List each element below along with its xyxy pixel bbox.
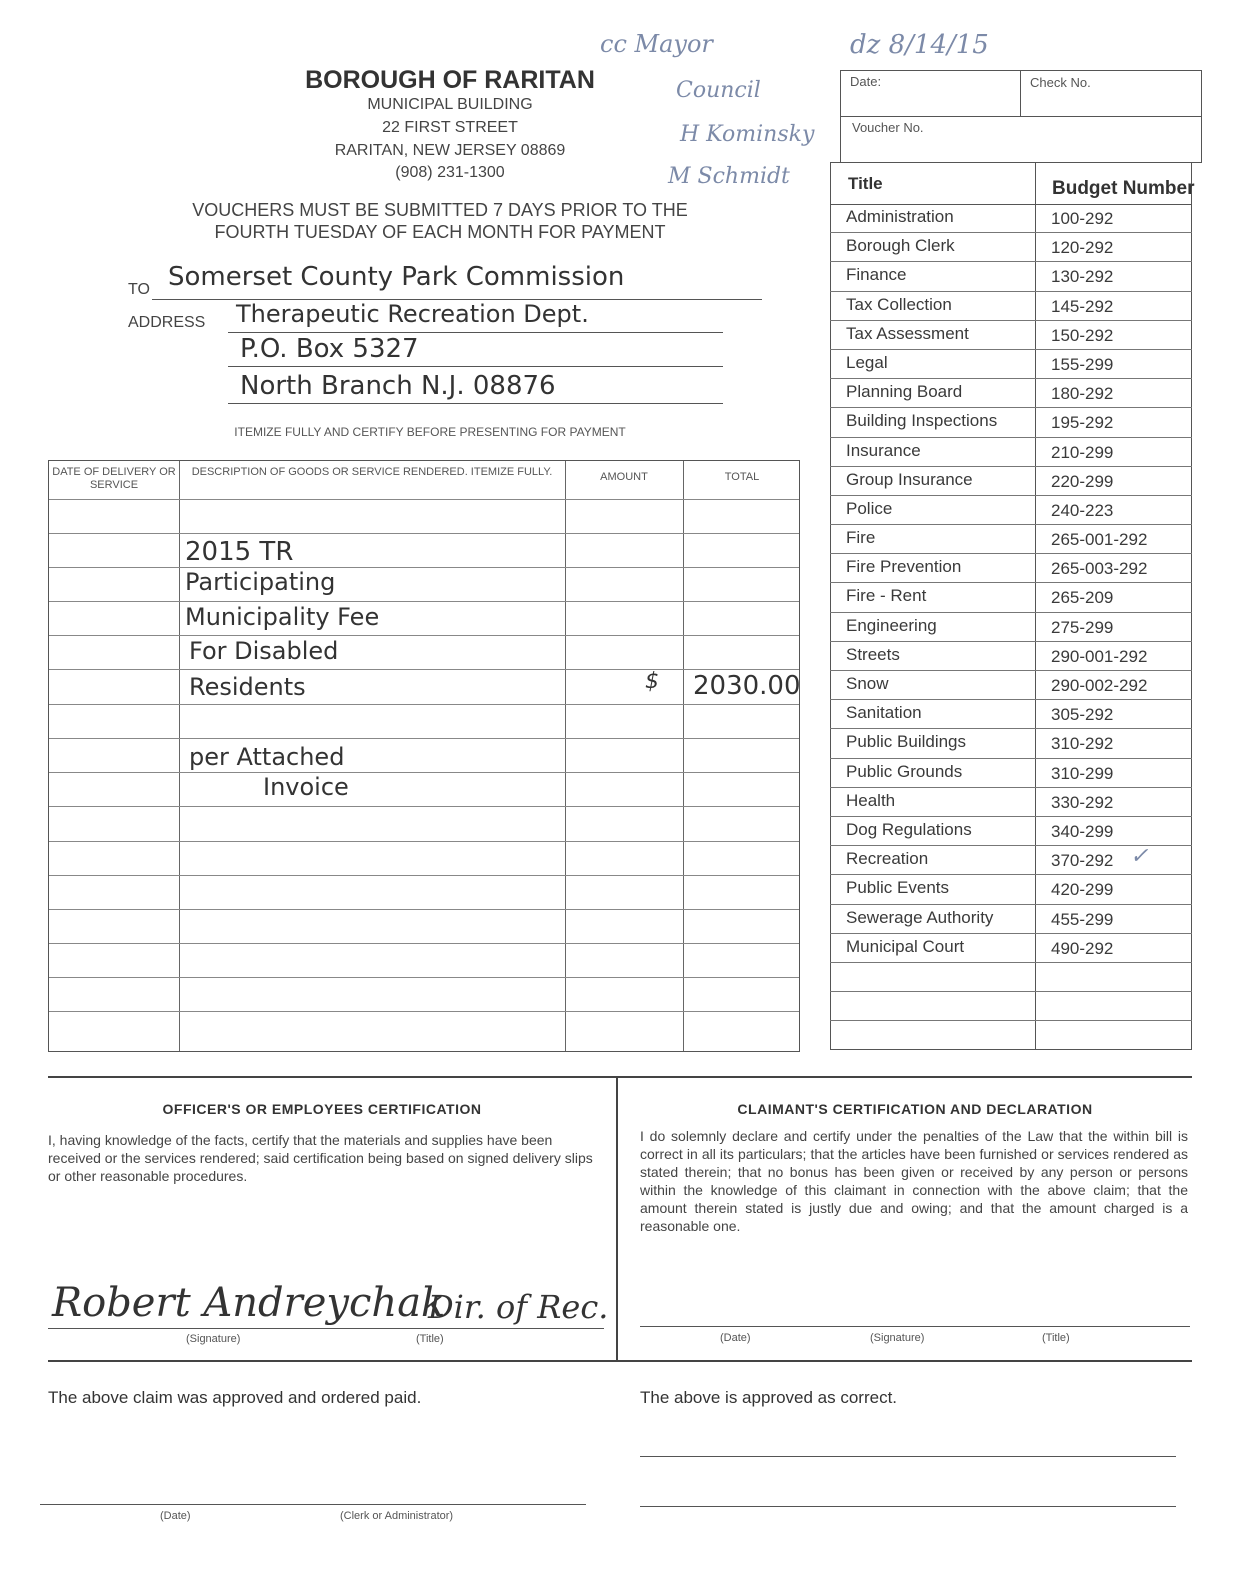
cert-divider	[616, 1078, 618, 1360]
budget-row	[830, 321, 1192, 350]
budget-number: 210-299	[1051, 442, 1114, 462]
claimant-sig-label: (Signature)	[870, 1332, 925, 1344]
budget-row	[830, 700, 1192, 729]
clerk-line	[40, 1504, 586, 1505]
desc-line: Invoice	[263, 773, 349, 801]
budget-title: Public Grounds	[846, 761, 963, 781]
address-underline-2	[228, 366, 723, 367]
budget-title: Municipal Court	[846, 936, 965, 956]
budget-number: 265-003-292	[1051, 559, 1148, 579]
budget-row	[830, 934, 1192, 963]
budget-row	[830, 905, 1192, 934]
row-line	[49, 499, 799, 500]
budget-title: Fire	[846, 528, 876, 548]
budget-title: Administration	[846, 207, 954, 226]
officer-title-label: (Title)	[416, 1333, 444, 1345]
col-header-description: DESCRIPTION OF GOODS OR SERVICE RENDERED. ITEMIZE FULLY.	[191, 466, 553, 478]
clerk-label: (Clerk or Administrator)	[340, 1510, 454, 1522]
address-label: ADDRESS	[128, 314, 206, 331]
cert-bottom-rule	[48, 1360, 1192, 1362]
budget-number: 310-299	[1051, 763, 1114, 783]
budget-title: Borough Clerk	[846, 236, 955, 256]
approved-correct-text: The above is approved as correct.	[640, 1388, 898, 1407]
budget-row	[830, 817, 1192, 846]
budget-row	[830, 788, 1192, 817]
budget-title: Planning Board	[846, 382, 963, 402]
budget-number: 100-292	[1051, 209, 1114, 228]
budget-title: Fire - Rent	[846, 586, 927, 606]
row-line	[49, 601, 799, 602]
row-line	[49, 977, 799, 978]
amount-mark: $	[645, 669, 659, 694]
claimant-cert-heading: CLAIMANT'S CERTIFICATION AND DECLARATION	[737, 1101, 1093, 1117]
row-line	[49, 875, 799, 876]
date-note: dz 8/14/15	[850, 30, 989, 60]
officer-sig-label: (Signature)	[186, 1333, 241, 1345]
date-check-divider	[1020, 70, 1021, 116]
budget-number: 340-299	[1051, 821, 1114, 841]
budget-title: Insurance	[846, 440, 921, 460]
claimant-date-label: (Date)	[720, 1332, 751, 1344]
officer-cert-heading: OFFICER'S OR EMPLOYEES CERTIFICATION	[162, 1101, 482, 1117]
phone-line: (908) 231-1300	[395, 164, 505, 181]
budget-title: Public Events	[846, 878, 949, 898]
total-value: 2030.00	[693, 671, 801, 701]
budget-number: 155-299	[1051, 354, 1114, 374]
budget-row	[830, 350, 1192, 379]
budget-title: Tax Assessment	[846, 323, 969, 343]
desc-line: For Disabled	[189, 637, 339, 665]
budget-number: 180-292	[1051, 384, 1114, 404]
officer-cert-text: I, having knowledge of the facts, certify that the materials and supplies have been received or the services rendered; said certification being based on signed delivery slips or other reasonable procedures.	[48, 1132, 593, 1184]
budget-number: 290-001-292	[1051, 646, 1148, 666]
budget-panel	[830, 70, 1202, 1050]
row-line	[49, 669, 799, 670]
desc-line: per Attached	[189, 743, 345, 771]
budget-number: 275-299	[1051, 617, 1114, 637]
budget-row	[830, 963, 1192, 992]
budget-row	[830, 759, 1192, 788]
budget-number: 330-292	[1051, 792, 1114, 812]
budget-row	[830, 496, 1192, 525]
voucher-divider	[840, 116, 1202, 117]
budget-number: 195-292	[1051, 413, 1114, 433]
row-line	[49, 533, 799, 534]
budget-number: 145-292	[1051, 296, 1114, 316]
routing-note-kominsky: H Kominsky	[680, 122, 815, 147]
budget-col-header: Budget Number	[1052, 178, 1195, 199]
budget-title: Police	[846, 498, 893, 518]
budget-number: 370-292	[1051, 851, 1114, 871]
clerk-date-label: (Date)	[160, 1510, 191, 1522]
budget-title: Finance	[846, 265, 907, 285]
budget-title: Fire Prevention	[846, 557, 962, 577]
desc-line: Municipality Fee	[185, 603, 380, 631]
budget-number: 490-292	[1051, 938, 1114, 958]
voucher-deadline-line1: VOUCHERS MUST BE SUBMITTED 7 DAYS PRIOR TO THE	[192, 200, 688, 220]
budget-title: Legal	[846, 352, 888, 372]
officer-signature: Robert Andreychak	[52, 1280, 446, 1326]
budget-row	[830, 992, 1192, 1021]
budget-number: 130-292	[1051, 267, 1114, 287]
budget-title: Dog Regulations	[846, 819, 972, 839]
budget-row	[830, 379, 1192, 408]
budget-title: Group Insurance	[846, 469, 973, 489]
officer-sig-line	[48, 1328, 604, 1329]
budget-number: 310-292	[1051, 734, 1114, 754]
voucher-deadline-line2: FOURTH TUESDAY OF EACH MONTH FOR PAYMENT	[214, 222, 666, 242]
col-header-date: DATE OF DELIVERY OR SERVICE	[52, 466, 176, 491]
address-line-3: North Branch N.J. 08876	[240, 371, 556, 401]
budget-title: Building Inspections	[846, 411, 998, 431]
goods-table	[48, 460, 800, 1052]
to-label: TO	[128, 281, 150, 298]
col-header-total: TOTAL	[724, 471, 760, 483]
city-line: RARITAN, NEW JERSEY 08869	[334, 142, 566, 159]
row-line	[49, 772, 799, 773]
routing-note-schmidt: M Schmidt	[668, 164, 790, 189]
budget-row	[830, 613, 1192, 642]
approve-line-1	[640, 1456, 1176, 1457]
budget-row	[830, 846, 1192, 875]
budget-title: Engineering	[846, 615, 937, 635]
budget-rows	[830, 204, 1192, 1021]
officer-title-handwritten: Dir. of Rec.	[428, 1288, 609, 1326]
col-divider	[683, 461, 684, 1051]
check-no-label: Check No.	[1030, 75, 1091, 90]
desc-line: 2015 TR	[185, 537, 294, 567]
budget-row	[830, 671, 1192, 700]
budget-number: 150-292	[1051, 325, 1114, 345]
street-line: 22 FIRST STREET	[382, 119, 518, 136]
budget-number: 120-292	[1051, 238, 1114, 258]
routing-note-council: Council	[676, 78, 761, 103]
col-header-amount: AMOUNT	[600, 471, 648, 483]
recreation-check-mark: ✓	[1130, 844, 1149, 870]
budget-number: 290-002-292	[1051, 676, 1148, 695]
address-underline-1	[228, 332, 723, 333]
row-line	[49, 841, 799, 842]
budget-row	[830, 408, 1192, 437]
desc-line: Participating	[185, 568, 336, 596]
row-line	[49, 567, 799, 568]
budget-number: 265-209	[1051, 588, 1114, 608]
claimant-cert-text: I do solemnly declare and certify under the penalties of the Law that the within bill is correct in all its particulars; that the articles have been furnished or services rendered as stated therein; that no bonus has been given or received by any person or persons within the knowledge of this claimant in connection with the above claim; that the amount therein stated is justly due and owing; and that the amount charged is a reasonable one.	[640, 1128, 1188, 1234]
budget-number: 240-223	[1051, 500, 1114, 520]
budget-title: Snow	[846, 674, 889, 693]
claimant-sig-line	[640, 1326, 1190, 1327]
budget-title: Public Buildings	[846, 732, 967, 752]
budget-title: Sanitation	[846, 703, 922, 723]
budget-title: Tax Collection	[846, 294, 952, 314]
budget-title: Recreation	[846, 849, 929, 869]
row-line	[49, 635, 799, 636]
budget-row	[830, 525, 1192, 554]
row-line	[49, 1011, 799, 1012]
address-underline-3	[228, 403, 723, 404]
budget-row	[830, 204, 1192, 233]
row-line	[49, 806, 799, 807]
budget-title: Health	[846, 790, 896, 810]
approved-paid-text: The above claim was approved and ordered paid.	[48, 1388, 422, 1407]
voucher-no-label: Voucher No.	[852, 120, 924, 135]
address-line-2: P.O. Box 5327	[240, 334, 419, 364]
budget-row	[830, 554, 1192, 583]
budget-number: 420-299	[1051, 880, 1114, 900]
municipal-building-line: MUNICIPAL BUILDING	[367, 96, 533, 113]
borough-title: BOROUGH OF RARITAN	[305, 66, 595, 94]
desc-line: Residents	[189, 673, 306, 701]
budget-row	[830, 729, 1192, 758]
budget-row	[830, 467, 1192, 496]
budget-title: Streets	[846, 644, 900, 664]
budget-number: 455-299	[1051, 909, 1114, 929]
budget-number: 265-001-292	[1051, 530, 1148, 550]
claimant-title-label: (Title)	[1042, 1332, 1070, 1344]
itemize-note: ITEMIZE FULLY AND CERTIFY BEFORE PRESENTING FOR PAYMENT	[234, 425, 626, 439]
address-line-1: Therapeutic Recreation Dept.	[236, 300, 589, 328]
row-line	[49, 943, 799, 944]
title-col-header: Title	[848, 174, 883, 193]
budget-row	[830, 438, 1192, 467]
budget-row	[830, 292, 1192, 321]
cert-top-rule	[48, 1076, 1192, 1078]
budget-row	[830, 875, 1192, 904]
row-line	[49, 738, 799, 739]
col-divider	[179, 461, 180, 1051]
approve-line-2	[640, 1506, 1176, 1507]
col-divider	[565, 461, 566, 1051]
row-line	[49, 704, 799, 705]
budget-number: 305-292	[1051, 705, 1114, 725]
routing-note-mayor: cc Mayor	[600, 30, 713, 58]
budget-row	[830, 642, 1192, 671]
budget-row	[830, 233, 1192, 262]
row-line	[49, 909, 799, 910]
budget-title: Sewerage Authority	[846, 907, 994, 927]
budget-row	[830, 583, 1192, 612]
budget-row	[830, 262, 1192, 291]
date-label: Date:	[850, 74, 882, 89]
payee-name: Somerset County Park Commission	[168, 262, 625, 292]
budget-number: 220-299	[1051, 471, 1114, 491]
